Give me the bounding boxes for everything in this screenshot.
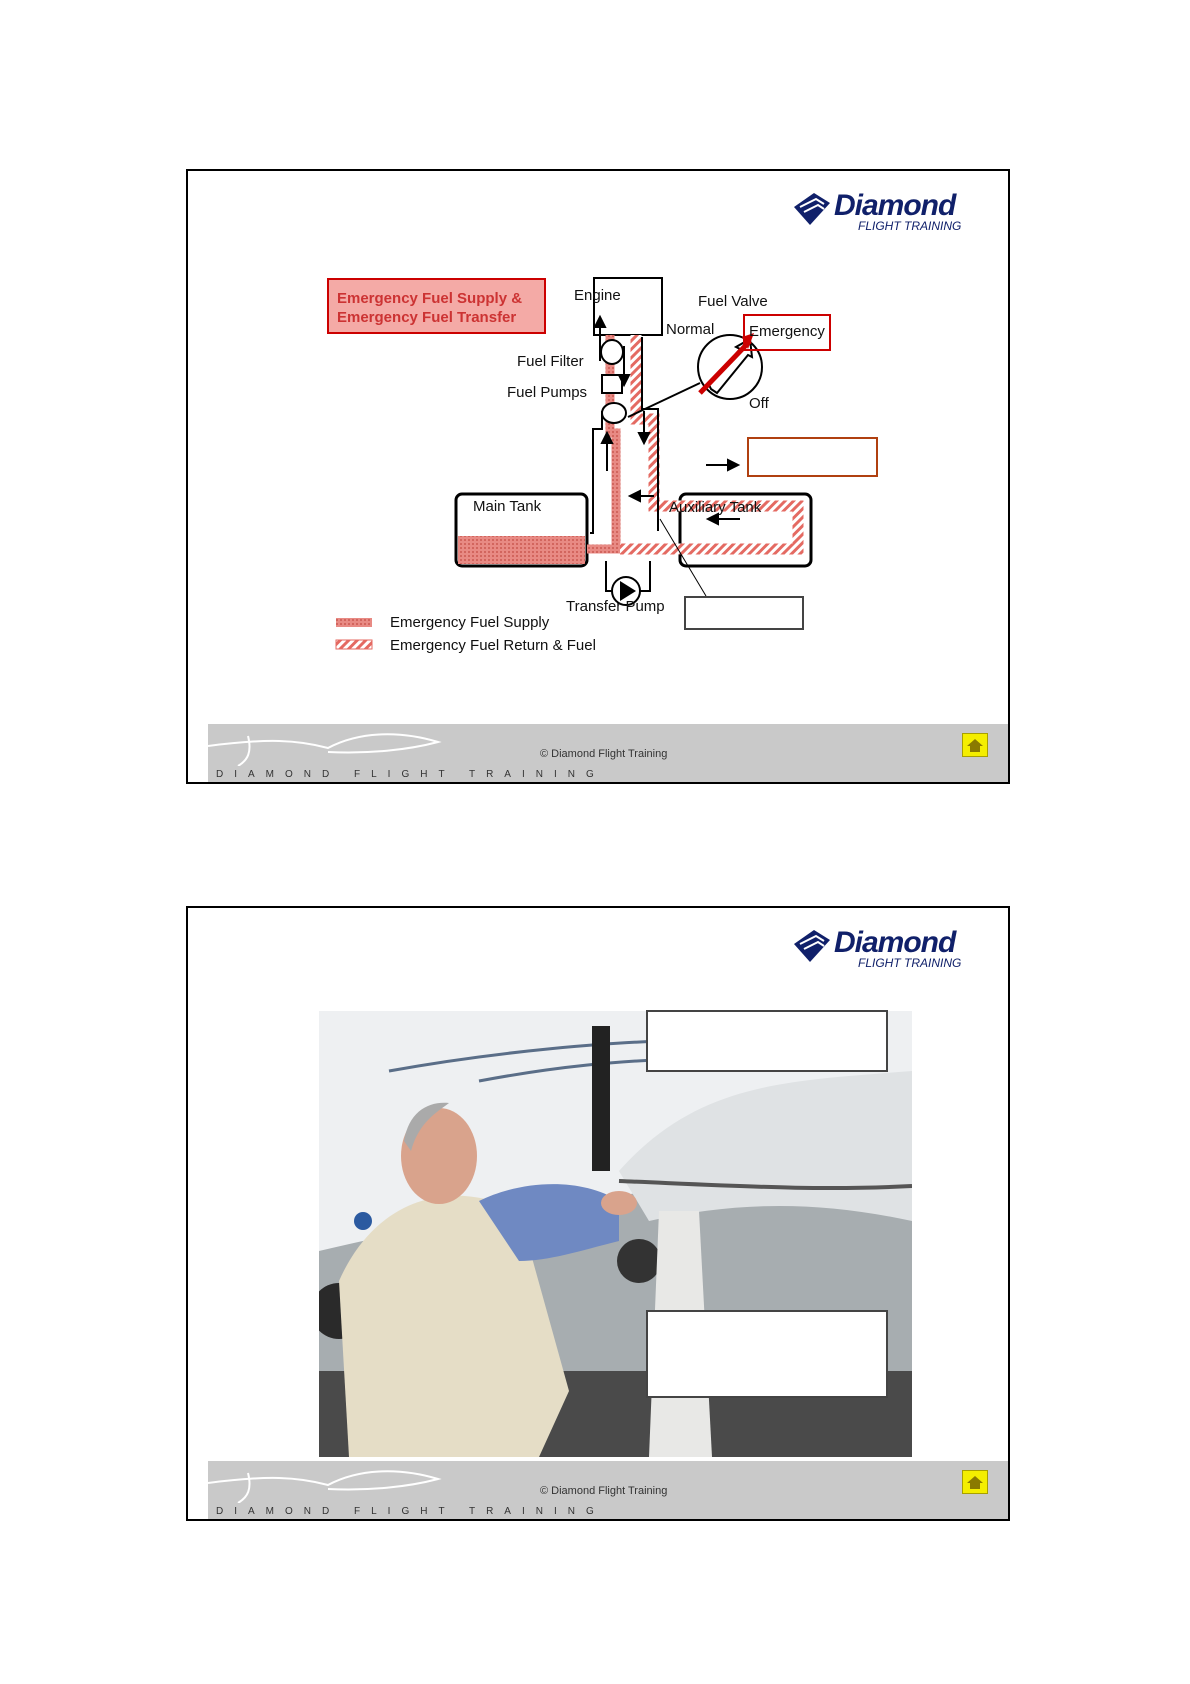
slide-footer — [208, 1461, 1008, 1519]
legend-label-supply: Emergency Fuel Supply — [390, 614, 550, 631]
label-fuel-valve: Fuel Valve — [698, 293, 768, 310]
label-emergency: Emergency — [749, 323, 825, 340]
label-auxiliary-tank: Auxiliary Tank — [669, 499, 762, 516]
legend-swatch-solid — [336, 618, 372, 627]
slide-fuel-schematic — [186, 169, 1010, 784]
label-normal: Normal — [666, 321, 715, 338]
callout-box-top-empty — [646, 1010, 888, 1072]
fuel-pump-icon — [602, 375, 622, 393]
label-fuel-filter: Fuel Filter — [517, 353, 584, 370]
logo-word: Diamond — [834, 189, 956, 222]
fuel-system-diagram — [188, 171, 1010, 784]
label-fuel-pumps: Fuel Pumps — [507, 384, 588, 401]
legend-label-return: Emergency Fuel Return & Fuel — [390, 637, 596, 654]
main-tank-fuel-level — [458, 536, 585, 564]
home-icon — [963, 734, 987, 756]
slide-photo — [186, 906, 1010, 1521]
footer-brand-text: DIAMOND FLIGHT TRAINING — [216, 769, 605, 780]
fuel-filter-icon — [601, 340, 623, 364]
footer-brand-text: DIAMOND FLIGHT TRAINING — [216, 1506, 605, 1517]
home-button[interactable] — [962, 1470, 988, 1494]
annotation-box-empty — [747, 437, 878, 477]
legend-swatch-hatched — [336, 640, 372, 649]
label-off: Off — [749, 395, 769, 412]
home-icon — [963, 1471, 987, 1493]
home-button[interactable] — [962, 733, 988, 757]
logo-subtitle: FLIGHT TRAINING — [858, 219, 962, 233]
footer-copyright: © Diamond Flight Training — [540, 1485, 668, 1497]
footer-copyright: © Diamond Flight Training — [540, 748, 668, 760]
diamond-mark-icon — [790, 926, 834, 966]
aircraft-sketch-icon — [208, 726, 448, 766]
logo-subtitle: FLIGHT TRAINING — [858, 956, 962, 970]
aircraft-sketch-icon — [208, 1463, 448, 1503]
label-engine: Engine — [574, 287, 621, 304]
dipstick — [592, 1026, 610, 1171]
slide-footer — [208, 724, 1008, 782]
label-transfer-pump: Transfer Pump — [566, 598, 665, 615]
diamond-logo — [790, 926, 970, 970]
label-main-tank: Main Tank — [473, 498, 542, 515]
logo-word: Diamond — [834, 926, 956, 959]
callout-box-empty — [684, 596, 804, 630]
callout-box-bottom-empty — [646, 1310, 888, 1398]
diagram-title-box: Emergency Fuel Supply & Emergency Fuel Transfer — [327, 278, 546, 334]
